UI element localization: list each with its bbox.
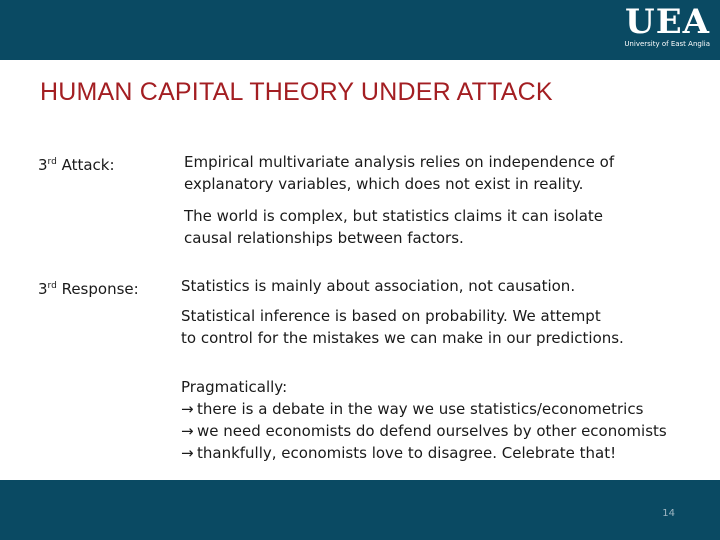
attack-label: 3rd Attack: [38, 156, 115, 174]
attack-paragraph-2 [184, 205, 720, 249]
logo-subtitle: University of East Anglia [624, 40, 710, 48]
logo-mark: UEA [625, 2, 710, 42]
attack-paragraph-1 [184, 151, 720, 195]
text-line: The world is complex, but statistics claims it can isolate [184, 207, 604, 225]
text-line: Statistical inference is based on probability. We attempt [181, 307, 601, 325]
uea-logo [610, 4, 710, 54]
response-paragraph-2 [181, 305, 720, 349]
text-line: to control for the mistakes we can make in our predictions. [181, 329, 624, 347]
arrow-icon: → [181, 444, 194, 462]
text-line: Empirical multivariate analysis relies on independence of [184, 153, 615, 171]
pragmatic-block [181, 376, 716, 464]
text-line: Statistics is mainly about association, not causation. [181, 277, 576, 295]
bullet-point: → we need economists do defend ourselves by other economists [181, 422, 667, 440]
bullet-point: → there is a debate in the way we use statistics/econometrics [181, 400, 644, 418]
arrow-icon: → [181, 422, 194, 440]
text-line: explanatory variables, which does not exist in reality. [184, 175, 584, 193]
footer-bar [0, 480, 720, 540]
slide-title: HUMAN CAPITAL THEORY UNDER ATTACK [40, 78, 553, 106]
bullet-point: → thankfully, economists love to disagree. Celebrate that! [181, 444, 617, 462]
pragmatic-heading: Pragmatically: [181, 378, 288, 396]
text-line: causal relationships between factors. [184, 229, 464, 247]
response-label: 3rd Response: [38, 280, 139, 298]
arrow-icon: → [181, 400, 194, 418]
page-number: 14 [662, 508, 675, 519]
response-paragraph-1 [181, 275, 720, 297]
